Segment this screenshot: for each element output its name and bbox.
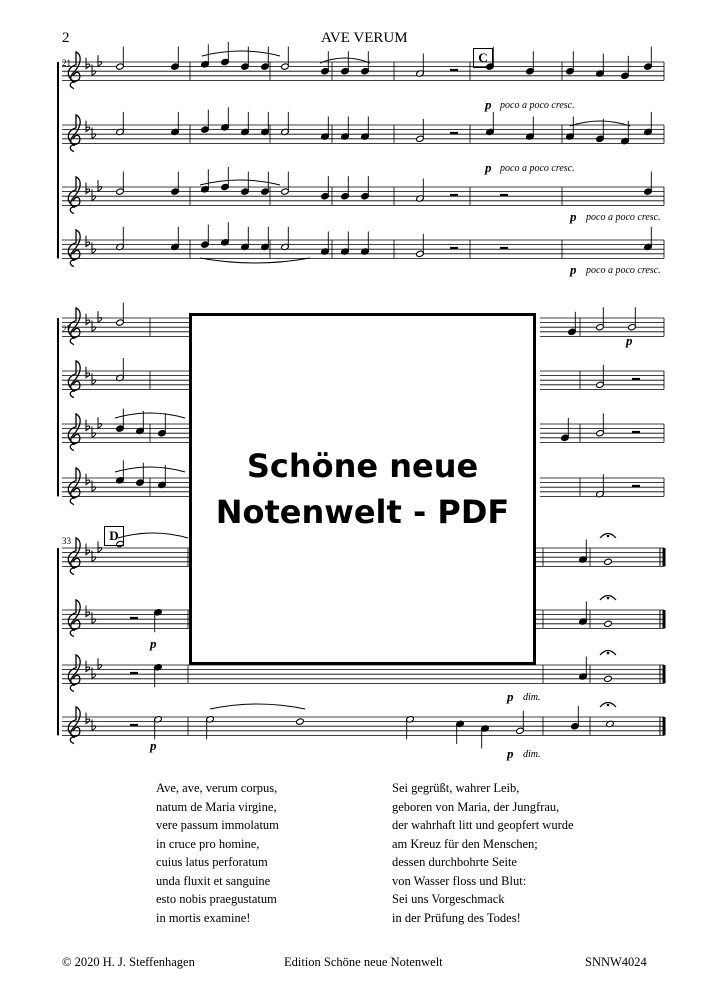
footer-publisher: Edition Schöne neue Notenwelt [284,955,443,969]
flat-sign [92,65,96,76]
rehearsal-mark-d: D [104,526,124,546]
dynamic-piano: p [485,160,492,175]
treble-clef [68,115,80,152]
lyric-line: in der Prüfung des Todes! [392,910,521,925]
lyric-line: Sei gegrüßt, wahrer Leib, [392,781,520,795]
lyric-line: esto nobis praegustatum [156,892,277,906]
watermark-line-1: Schöne neue [246,447,479,485]
rest [130,672,138,675]
lyric-line: der wahrhaft litt und geopfert wurde [392,818,574,832]
fermata-dot [607,652,610,655]
flat-sign [92,128,96,139]
flat-sign [98,541,102,552]
flat-sign [98,417,102,428]
lyric-line: von Wasser floss und Blut: [392,873,527,888]
dynamic-piano: p [626,333,633,348]
note-head [604,558,613,565]
flat-sign [98,180,102,191]
rest [130,617,138,620]
footer-copyright: © 2020 H. J. Steffenhagen [62,955,195,969]
dynamic-piano: p [150,636,157,651]
page-number: 2 [62,30,70,46]
measure-number-21: 21 [62,58,71,68]
rest [632,378,640,381]
flat-sign [92,720,96,731]
flat-sign [92,668,96,679]
rest [500,194,508,197]
flat-sign [92,427,96,438]
flat-sign [92,551,96,562]
footer-catalog: SNNW4024 [585,955,647,969]
lyric-line: Sei uns Vorgeschmack [392,892,505,906]
rest [450,132,458,135]
slur [118,533,188,538]
flat-sign [98,311,102,322]
lyric-line: am Kreuz für den Menschen; [392,836,538,851]
fermata-dot [607,597,610,600]
rehearsal-mark-c: C [473,48,493,68]
rest [130,724,138,727]
rest [450,194,458,197]
rest [450,69,458,72]
flat-sign [98,658,102,669]
watermark-line-2: Notenwelt - PDF [215,493,510,531]
fermata-dot [607,535,610,538]
lyric-line: vere passum immolatum [156,818,279,832]
treble-clef [68,361,80,398]
note-head [604,675,613,682]
dynamic-piano: p [485,97,492,112]
piece-title: AVE VERUM [321,30,408,46]
dynamic-piano: p [507,746,514,761]
expression-cresc: poco a poco cresc. [500,163,575,174]
flat-sign [92,190,96,201]
rest [632,485,640,488]
note-head [604,620,613,627]
rest [450,247,458,250]
lyric-line: Ave, ave, verum corpus, [156,781,278,795]
treble-clef [68,177,80,214]
dynamic-piano: p [507,689,514,704]
lyric-line: cuius latus perforatum [156,855,268,869]
treble-clef [68,230,80,267]
slur [115,467,185,472]
flat-sign [92,481,96,492]
slur [115,413,185,418]
treble-clef [68,414,80,451]
expression-cresc: poco a poco cresc. [586,265,661,276]
treble-clef [68,600,80,637]
lyric-line: geboren von Maria, der Jungfrau, [392,799,560,814]
rest [632,431,640,434]
treble-clef [68,468,80,505]
treble-clef [68,655,80,692]
fermata-dot [607,704,610,707]
expression-dim: dim. [523,692,541,703]
expression-cresc: poco a poco cresc. [586,212,661,223]
rest [500,247,508,250]
dynamic-piano: p [570,262,577,277]
lyrics-german [392,779,574,927]
lyrics-latin [156,779,279,927]
expression-cresc: poco a poco cresc. [500,100,575,111]
dynamic-piano: p [570,209,577,224]
note-head [296,718,305,725]
watermark-box [189,313,536,665]
expression-dim: dim. [523,749,541,760]
flat-sign [92,374,96,385]
dynamic-piano: p [150,738,157,753]
flat-sign [92,613,96,624]
treble-clef [68,707,80,744]
slur [210,704,305,709]
lyric-line: in mortis examine! [156,910,251,925]
lyric-line: dessen durchbohrte Seite [392,855,517,869]
lyric-line: unda fluxit et sanguine [156,873,271,888]
flat-sign [92,243,96,254]
lyric-line: natum de Maria virgine, [156,799,277,814]
flat-sign [92,321,96,332]
lyric-line: in cruce pro homine, [156,836,260,851]
measure-number-27: 27 [62,324,71,334]
measure-number-33: 33 [62,536,71,546]
flat-sign [98,55,102,66]
